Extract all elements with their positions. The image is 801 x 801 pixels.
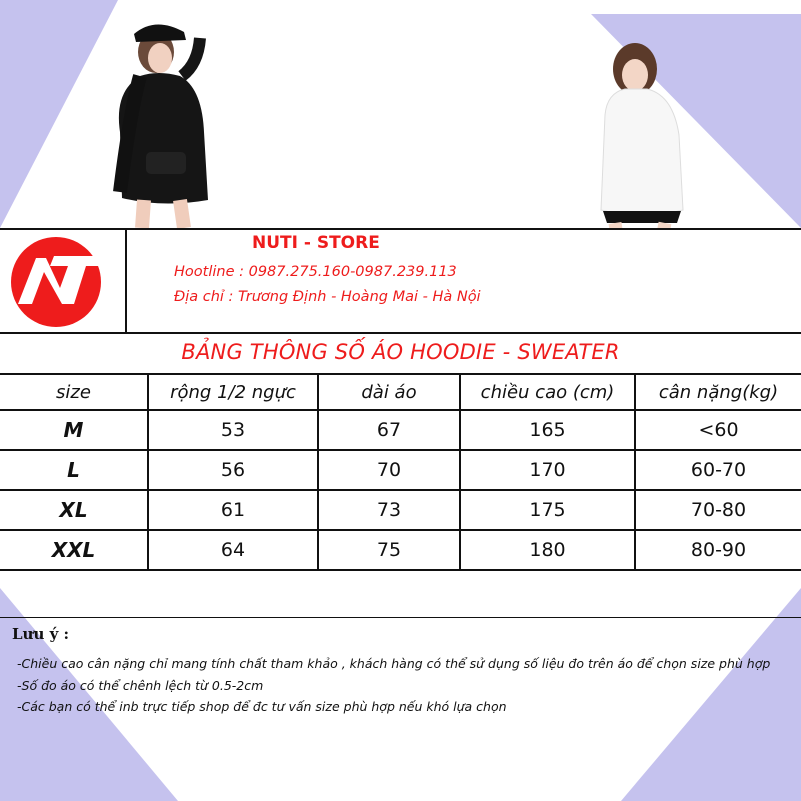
note-item: -Các bạn có thể inb trực tiếp shop để đc tư vấn size phù hợp nếu khó lựa chọn [17, 699, 507, 714]
table-cell: 67 [318, 410, 460, 450]
corner-triangle-bottom-right [621, 588, 801, 801]
table-cell: 165 [460, 410, 635, 450]
table-cell: 70 [318, 450, 460, 490]
table-cell: 80-90 [635, 530, 801, 570]
table-cell: <60 [635, 410, 801, 450]
note-item: -Số đo áo có thể chênh lệch từ 0.5-2cm [17, 678, 264, 693]
header-weight: cân nặng(kg) [635, 374, 801, 410]
table-cell: 180 [460, 530, 635, 570]
table-row [0, 450, 801, 490]
header-size: size [0, 374, 148, 410]
table-cell: 60-70 [635, 450, 801, 490]
table-header-row [0, 374, 801, 410]
table-cell: M [0, 410, 148, 450]
table-cell: 53 [148, 410, 318, 450]
table-row [0, 410, 801, 450]
notes-title: Lưu ý : [12, 625, 70, 643]
table-row [0, 490, 801, 530]
table-cell: 56 [148, 450, 318, 490]
store-header-band [0, 228, 801, 334]
table-cell: 170 [460, 450, 635, 490]
address-text: Địa chỉ : Trương Định - Hoàng Mai - Hà Nội [174, 289, 481, 305]
header-chest: rộng 1/2 ngực [148, 374, 318, 410]
table-cell: 70-80 [635, 490, 801, 530]
size-table [0, 373, 801, 571]
table-cell: XXL [0, 530, 148, 570]
table-cell: 64 [148, 530, 318, 570]
notes-divider [0, 617, 801, 618]
size-table-title: BẢNG THÔNG SỐ ÁO HOODIE - SWEATER [181, 340, 620, 364]
note-item: -Chiều cao cân nặng chỉ mang tính chất tham khảo , khách hàng có thể sử dụng số liệu đo trên áo để chọn size phù hợp [17, 656, 771, 671]
table-cell: 75 [318, 530, 460, 570]
table-cell: L [0, 450, 148, 490]
hotline-text: Hootline : 0987.275.160-0987.239.113 [174, 264, 457, 280]
store-name: NUTI - STORE [252, 233, 380, 253]
model-black-hoodie-photo [100, 12, 230, 228]
header-length: dài áo [318, 374, 460, 410]
table-cell: 73 [318, 490, 460, 530]
header-height: chiều cao (cm) [460, 374, 635, 410]
nt-logo-icon [8, 232, 118, 332]
table-cell: 61 [148, 490, 318, 530]
table-cell: 175 [460, 490, 635, 530]
table-cell: XL [0, 490, 148, 530]
logo-cell [0, 230, 127, 332]
table-row [0, 530, 801, 570]
corner-triangle-bottom-left [0, 588, 180, 801]
